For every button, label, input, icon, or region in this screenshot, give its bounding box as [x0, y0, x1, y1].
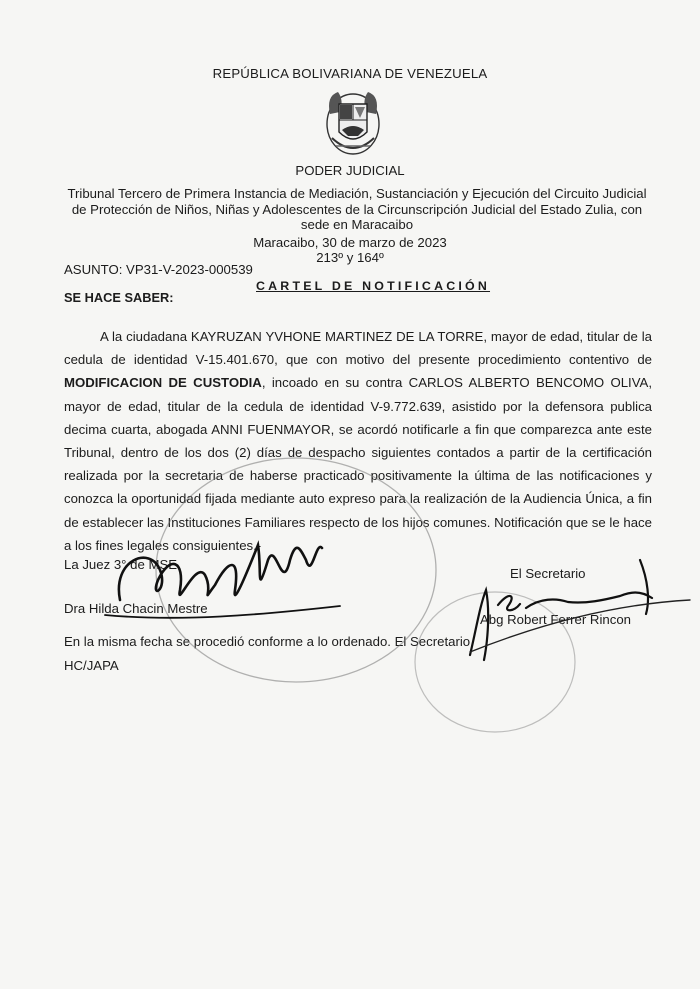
body-text-part-1: A la ciudadana KAYRUZAN YVHONE MARTINEZ DE LA TORRE, mayor de edad, titular de la cedula de identidad V-15.401.670, que con motivo del presente procedimiento contentivo de [64, 329, 652, 368]
judge-name: Dra Hilda Chacin Mestre [64, 601, 208, 616]
judge-signature-stroke [105, 606, 340, 618]
body-text-part-2: , incoado en su contra CARLOS ALBERTO BENCOMO OLIVA, mayor de edad, titular de la cedula de identidad V-9.772.639, asistido por la defensora publica decima cuarta, abogada ANNI FUENMAYOR, se acordó notificarle a fin que comparezca ante este Tribunal, dentro de los dos (2) días de despacho siguientes contados a partir de la certificación realizada por la secretaria de haberse practicado positivamente la última de las notificaciones y conozca la oportunidad fijada mediante auto expreso para la realización de la Audiencia Única, a fin de establecer las Instituciones Familiares respecto de los hijos comunes. Notificación que se le hace a los fines legales consiguientes.- [64, 375, 652, 553]
independence-years: 213º y 164º [316, 250, 384, 265]
procedure-type: MODIFICACION DE CUSTODIA [64, 375, 262, 391]
judge-title: La Juez 3° de MSE [64, 557, 178, 572]
court-name: Tribunal Tercero de Primera Instancia de Mediación, Sustanciación y Ejecución del Circuito Judicial de Protección de Niños, Niñas y Adolescentes de la Circunscripción Judicial del Estado Zulia, con sede en Maracaibo [67, 186, 647, 233]
court-seal-stamp [156, 458, 436, 682]
place-date: Maracaibo, 30 de marzo de 2023 [253, 235, 447, 250]
secretary-name: Abg Robert Ferrer Rincon [480, 612, 631, 627]
secretary-signature-flourish [470, 600, 690, 652]
country-header: REPÚBLICA BOLIVARIANA DE VENEZUELA [212, 66, 488, 81]
document-title: CARTEL DE NOTIFICACIÓN [256, 279, 491, 293]
secretary-signature-icon [470, 560, 652, 660]
notice-intro: SE HACE SABER: [64, 290, 174, 305]
document-initials: HC/JAPA [64, 658, 119, 673]
secretary-seal-stamp [415, 592, 575, 732]
judge-signature-icon [119, 545, 322, 600]
case-number: ASUNTO: VP31-V-2023-000539 [64, 262, 253, 277]
certification-note: En la misma fecha se procedió conforme a lo ordenado. El Secretario [64, 634, 471, 649]
secretary-title: El Secretario [510, 566, 586, 581]
judicial-branch-label: PODER JUDICIAL [295, 163, 405, 178]
